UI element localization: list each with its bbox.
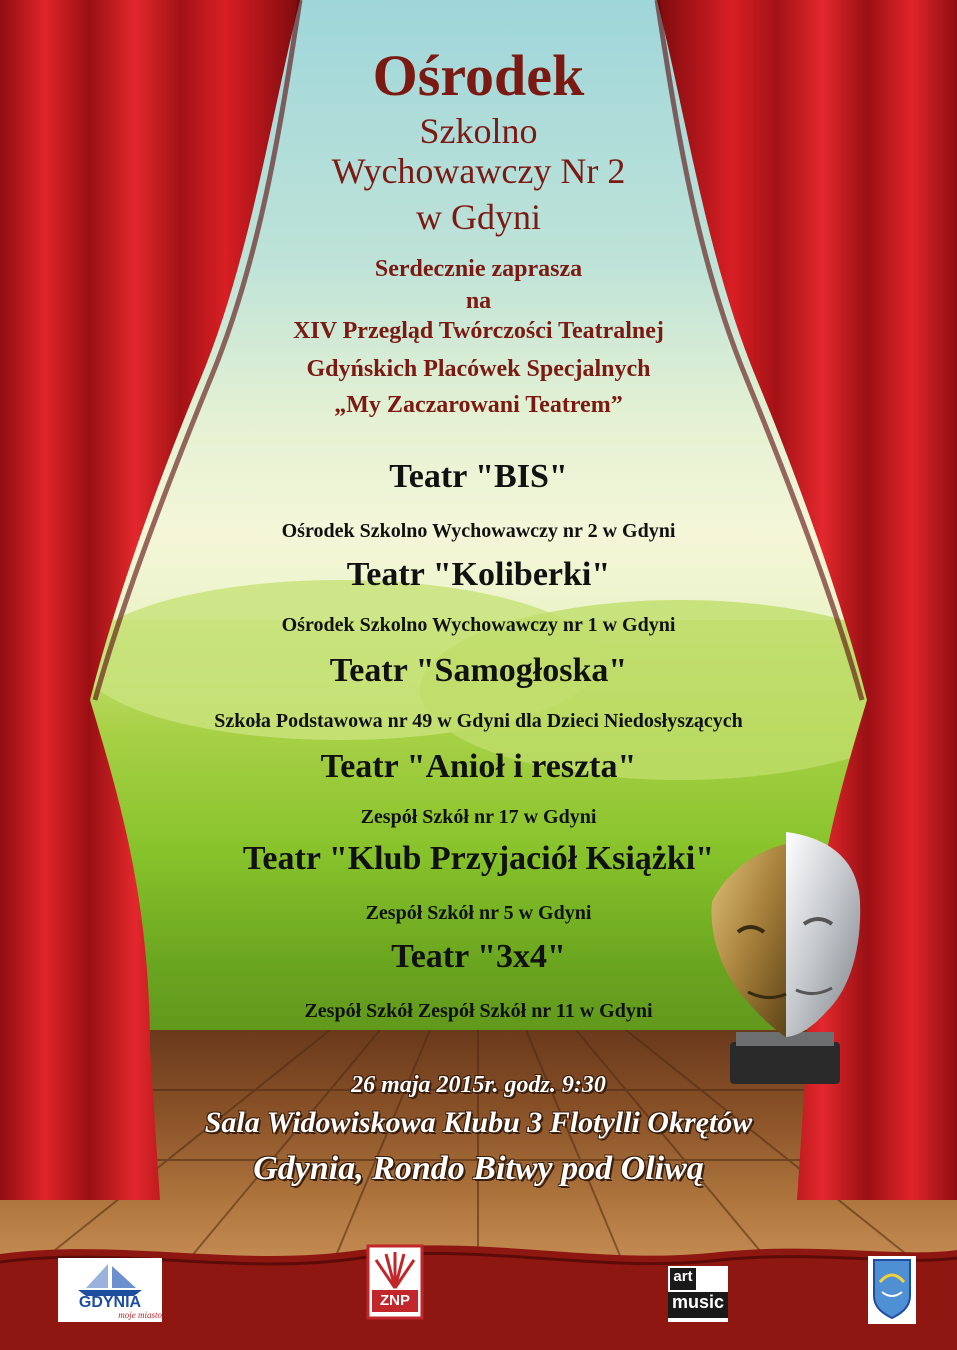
gdynia-logo-text: GDYNIA — [78, 1294, 142, 1311]
artmusic-logo-subtext: music — [668, 1292, 728, 1318]
invitation-text: na — [465, 288, 492, 314]
artmusic-logo — [668, 1266, 728, 1322]
school-crest-logo — [868, 1256, 916, 1324]
theatre-name: Teatr "3x4" — [391, 938, 566, 975]
event-date: 26 maja 2015r. godz. 9:30 — [351, 1072, 606, 1098]
gdynia-logo-subtext: moje miasto — [118, 1310, 162, 1320]
event-address: Gdynia, Rondo Bitwy pod Oliwą — [253, 1150, 704, 1187]
theatre-school: Zespół Szkół nr 17 w Gdyni — [360, 806, 597, 828]
ship-icon — [58, 1258, 162, 1298]
theatre-name: Teatr "BIS" — [389, 458, 568, 495]
znp-logo-text: ZNP — [380, 1292, 410, 1309]
theatre-name: Teatr "Anioł i reszta" — [320, 748, 637, 785]
theatre-school: Zespół Szkół nr 5 w Gdyni — [365, 902, 592, 924]
festival-name: XIV Przegląd Twórczości Teatralnej — [293, 318, 664, 344]
invitation-text: Serdecznie zaprasza — [374, 256, 583, 282]
gdynia-logo — [58, 1258, 162, 1322]
theatre-name: Teatr "Samogłoska" — [329, 652, 628, 689]
artmusic-logo-text: art — [673, 1268, 693, 1285]
school-name-title: Ośrodek — [372, 43, 585, 108]
theatre-school: Ośrodek Szkolno Wychowawczy nr 1 w Gdyni — [281, 614, 676, 636]
znp-logo — [366, 1244, 424, 1320]
theatre-name: Teatr "Koliberki" — [346, 556, 611, 593]
theatre-masks-icon — [708, 832, 868, 1094]
school-name-line: Wychowawczy Nr 2 — [331, 151, 626, 191]
school-name-line: w Gdyni — [416, 197, 541, 237]
school-name-line: Szkolno — [419, 111, 538, 151]
festival-name: Gdyńskich Placówek Specjalnych — [306, 356, 651, 382]
coat-of-arms-icon — [868, 1256, 916, 1324]
theatre-school: Ośrodek Szkolno Wychowawczy nr 2 w Gdyni — [281, 520, 676, 542]
festival-motto: „My Zaczarowani Teatrem” — [334, 392, 623, 418]
theatre-school: Zespół Szkół Zespół Szkół nr 11 w Gdyni — [304, 1000, 653, 1022]
event-venue: Sala Widowiskowa Klubu 3 Flotylli Okrętów — [204, 1106, 753, 1139]
theatre-school: Szkoła Podstawowa nr 49 w Gdyni dla Dzieci Niedosłyszących — [214, 710, 743, 732]
theatre-name: Teatr "Klub Przyjaciół Książki" — [242, 840, 715, 877]
